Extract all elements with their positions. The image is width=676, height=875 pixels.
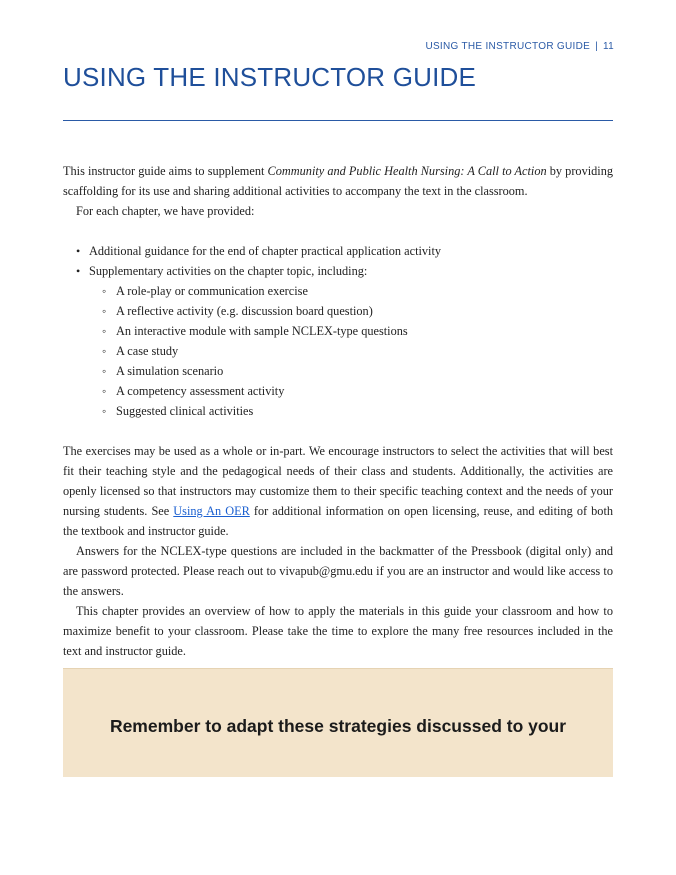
page-number: 11 bbox=[603, 41, 614, 52]
list-item-label: Supplementary activities on the chapter topic, including: bbox=[89, 264, 368, 278]
intro-paragraph bbox=[63, 161, 613, 201]
sublist-item: ◦ Suggested clinical activities bbox=[89, 401, 613, 421]
running-header-separator: | bbox=[595, 41, 599, 52]
list-item bbox=[63, 261, 613, 421]
callout-heading: Remember to adapt these strategies discussed to your bbox=[109, 716, 567, 736]
exercises-text-end: for additional information on open licensing, reuse, and editing of both the textbook and instructor guide. bbox=[63, 504, 614, 538]
intro-text-end: by providing scaffolding for its use and sharing additional activities to accompany the text in the classroom. bbox=[63, 164, 613, 198]
list-lead-in: For each chapter, we have provided: bbox=[76, 204, 255, 218]
sublist-item: ◦ A case study bbox=[89, 341, 613, 361]
running-header bbox=[425, 41, 614, 52]
activities-sublist bbox=[89, 281, 613, 421]
sublist-item: ◦ A reflective activity (e.g. discussion board question) bbox=[89, 301, 613, 321]
callout-box bbox=[63, 668, 613, 777]
exercises-paragraph bbox=[63, 441, 613, 541]
sublist-item: ◦ A simulation scenario bbox=[89, 361, 613, 381]
chapter-title: USING THE INSTRUCTOR GUIDE bbox=[63, 62, 477, 92]
using-an-oer-link[interactable]: Using An OER bbox=[173, 504, 250, 518]
provided-items-list bbox=[63, 241, 613, 421]
title-divider bbox=[63, 120, 613, 121]
sublist-item: ◦ A competency assessment activity bbox=[89, 381, 613, 401]
exercises-text-start: The exercises may be used as a whole or in-part. We encourage instructors to select the activities that will best fit their teaching style and the pedagogical needs of their class and students. Additionally, the activities are openly licensed so that instructors may customize them to their specific teaching context and the needs of your nursing students. See bbox=[63, 444, 613, 518]
sublist-item: ◦ An interactive module with sample NCLEX-type questions bbox=[89, 321, 613, 341]
book-title: Community and Public Health Nursing: A Call to Action bbox=[267, 164, 547, 178]
sublist-item: ◦ A role-play or communication exercise bbox=[89, 281, 613, 301]
chapter-body bbox=[63, 161, 613, 661]
intro-text-start: This instructor guide aims to supplement bbox=[63, 164, 268, 178]
running-header-title: USING THE INSTRUCTOR GUIDE bbox=[425, 41, 591, 52]
answers-paragraph: Answers for the NCLEX-type questions are included in the backmatter of the Pressbook (digital only) and are password protected. Please reach out to vivapub@gmu.edu if you are an instructor and would like access to the answers. bbox=[63, 544, 613, 598]
overview-paragraph: This chapter provides an overview of how to apply the materials in this guide your classroom and how to maximize benefit to your classroom. Please take the time to explore the many free resources included in the text and instructor guide. bbox=[63, 604, 613, 658]
list-item: • Additional guidance for the end of chapter practical application activity bbox=[63, 241, 613, 261]
